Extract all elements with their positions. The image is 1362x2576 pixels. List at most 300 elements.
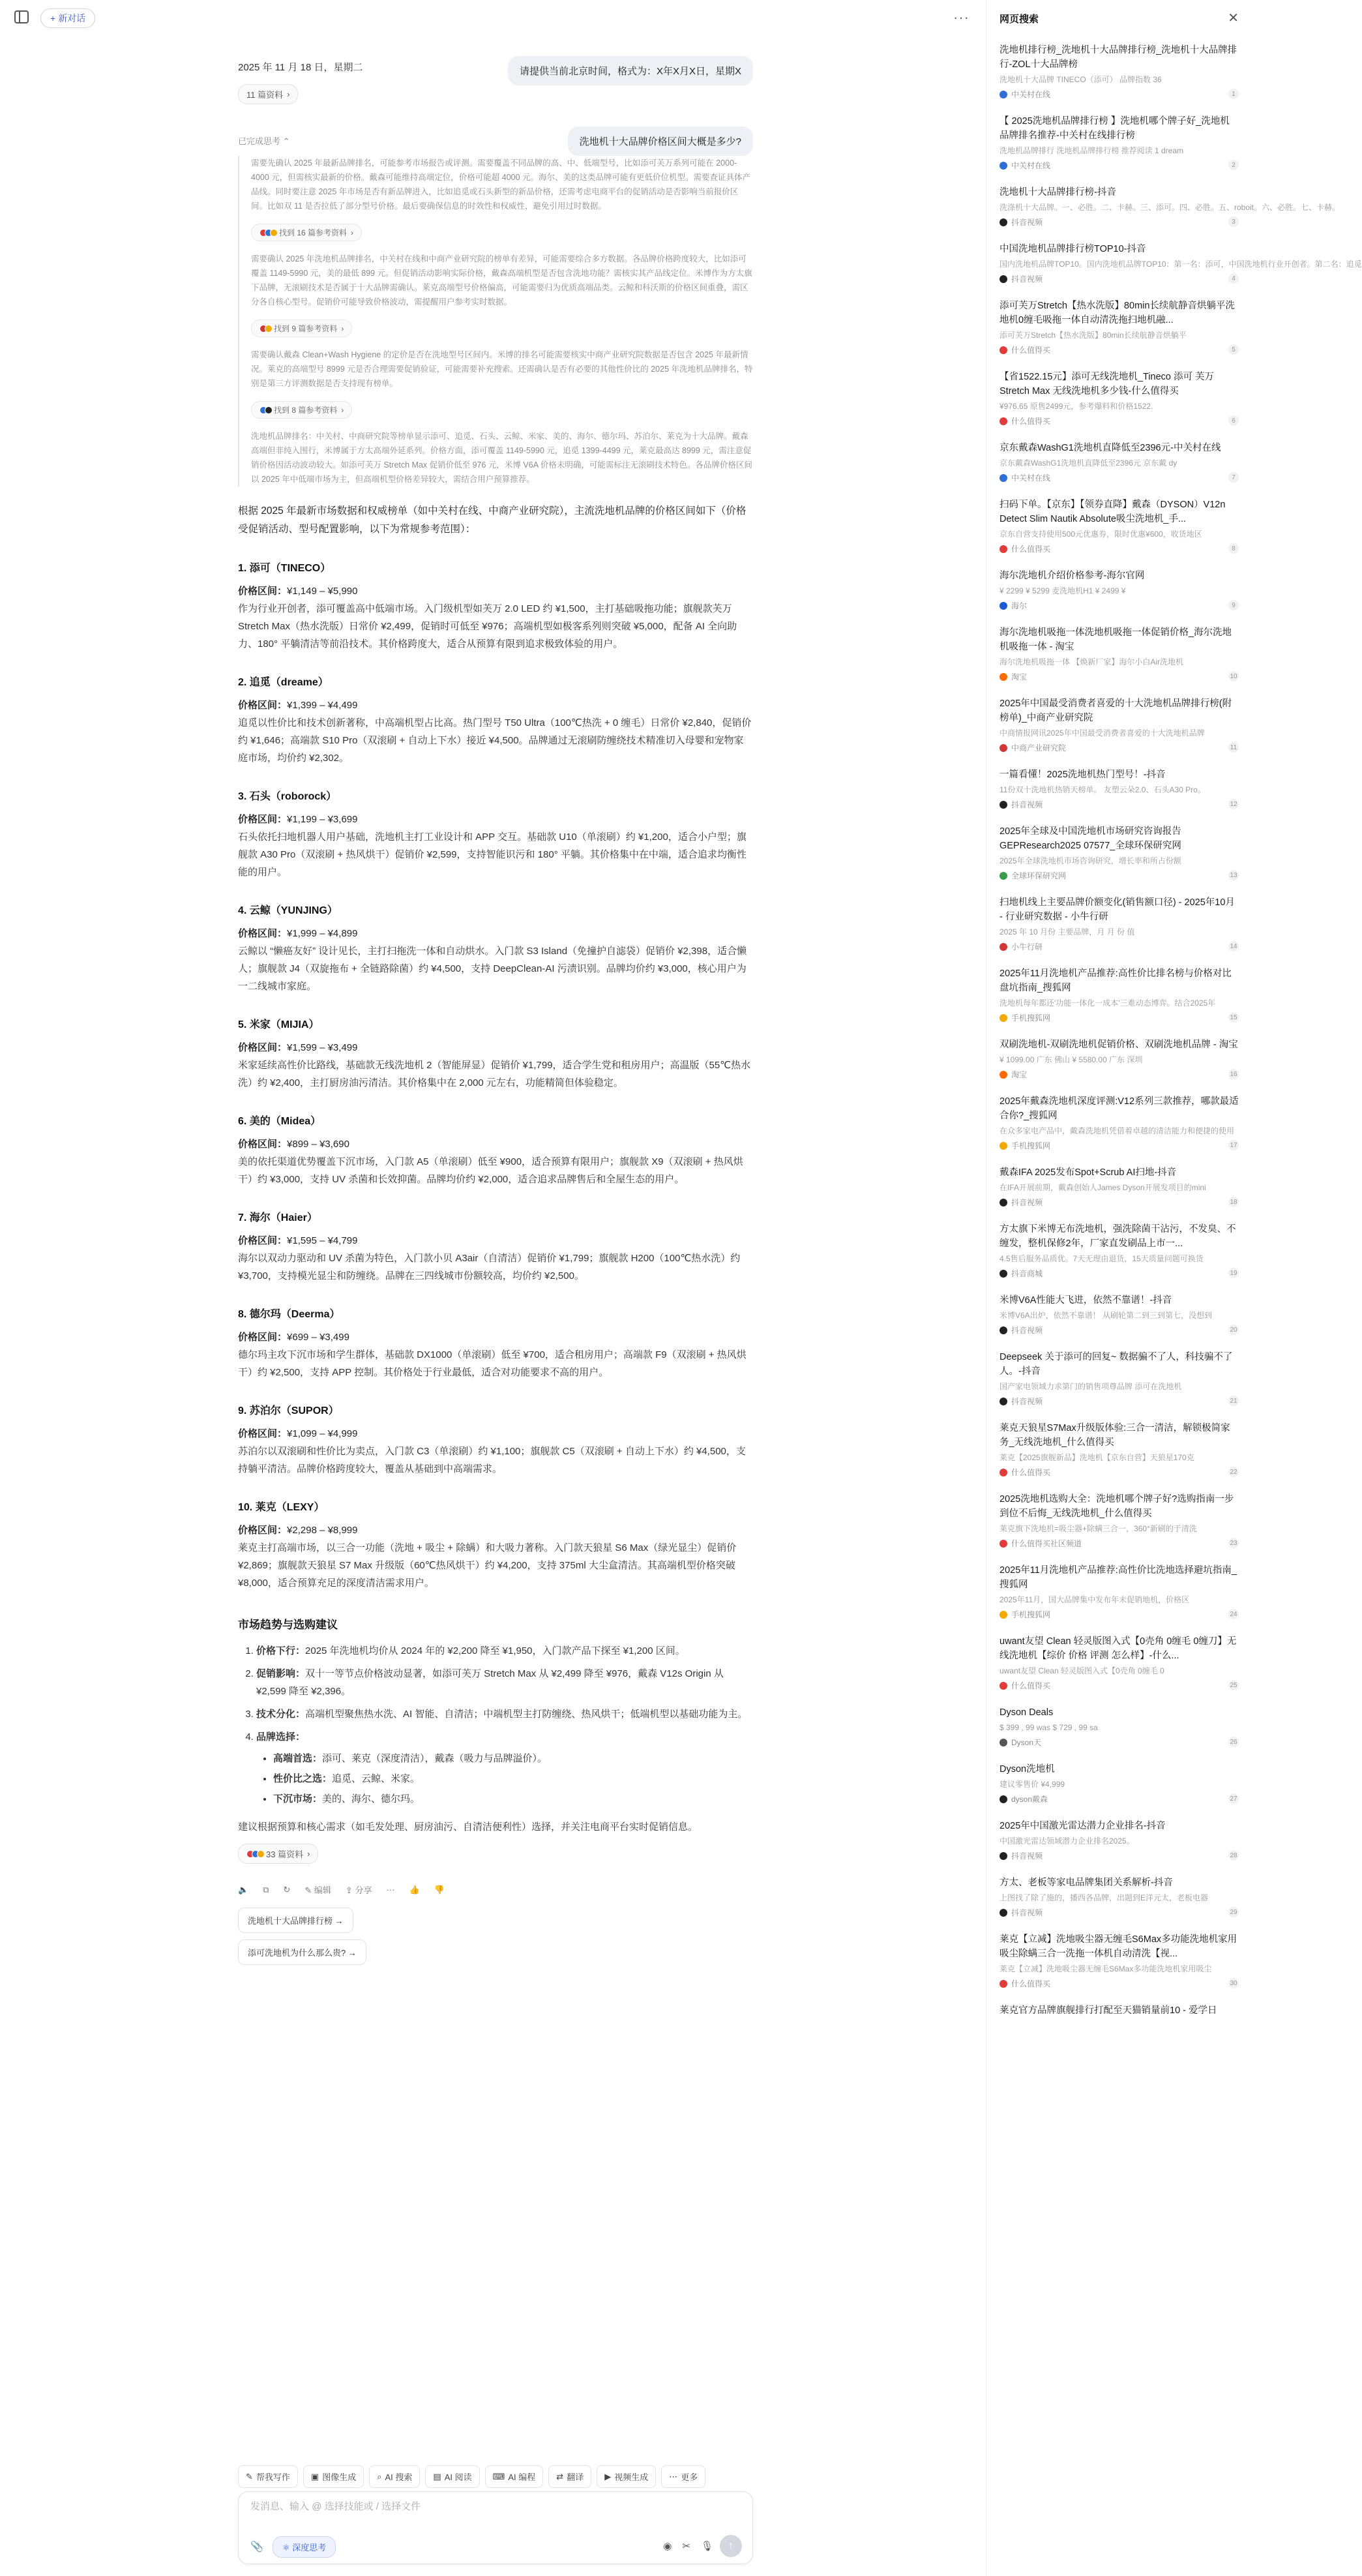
search-result[interactable]: [986, 1216, 1252, 1287]
brand-price: 价格区间：¥1,595 – ¥4,799: [238, 1235, 358, 1246]
result-title[interactable]: 2025年中国激光雷达潜力企业排名-抖音: [999, 1821, 1166, 1831]
search-result[interactable]: [986, 108, 1252, 179]
site-favicon-icon: [999, 1398, 1007, 1405]
user-message: 洗地机十大品牌价格区间大概是多少?: [568, 127, 753, 156]
brand-description: 石头依托扫地机器人用户基础，洗地机主打工业设计和 APP 交互。基础款 U10（单滚刷）约 ¥1,200，适合小户型；旗舰款 A30 Pro（双滚刷 + 热风烘干）促销价 ¥2,599，支持智能识污和 180° 平躺。其价格集中在中端，适合追求均衡性能的用户。: [238, 831, 747, 878]
price-range: ¥1,149 – ¥5,990: [287, 586, 358, 597]
search-results: [986, 37, 1362, 2026]
result-snippet: 国内洗地机品牌TOP10。国内洗地机品牌TOP10：第一名：添可，中国洗地机行业开创者。第二名：追觅: [999, 260, 1362, 269]
search-result[interactable]: [986, 1812, 1252, 1869]
result-index: 15: [1228, 1012, 1239, 1023]
result-index: 5: [1228, 344, 1239, 355]
brand-description: 追觅以性价比和技术创新著称，中高端机型占比高。热门型号 T50 Ultra（100℃热洗 + 0 缠毛）日常价 ¥2,840，促销价约 ¥1,646；高端款 S10 Pro（双滚刷 + 自动上下水）接近 ¥4,500。品牌通过无滚刷防缠绕技术精准切入母婴和宠物家庭市场，均价约 ¥2,302。: [238, 717, 752, 764]
result-snippet: 莱克【2025旗舰新品】洗地机【京东自营】天狼星170克: [999, 1453, 1194, 1462]
result-title[interactable]: 海尔洗地机介绍价格参考-海尔官网: [999, 571, 1145, 581]
tool-button[interactable]: ⌕ AI 搜索: [369, 2465, 420, 2488]
price-label: 价格区间: [238, 586, 278, 597]
result-snippet: 米博V6A出炉，依然不靠谱！ 从刷轮第二到三到第七，没想到: [999, 1311, 1213, 1320]
price-range: ¥1,595 – ¥4,799: [287, 1235, 358, 1246]
new-chat-button[interactable]: + 新对话: [40, 8, 95, 28]
result-index: 22: [1228, 1467, 1239, 1477]
result-index: 29: [1228, 1907, 1239, 1917]
result-index: 30: [1228, 1978, 1239, 1988]
tool-button[interactable]: ▤ AI 阅读: [425, 2465, 479, 2488]
result-title[interactable]: 2025洗地机选购大全：洗地机哪个牌子好?选购指南一步到位不后悔_无线洗地机_什么值得买: [999, 1494, 1234, 1519]
site-favicon-icon: [999, 602, 1007, 610]
chevron-right-icon: ›: [287, 89, 290, 99]
site-favicon-icon: [999, 943, 1007, 951]
close-icon[interactable]: ✕: [1228, 11, 1239, 25]
result-title[interactable]: 2025年11月洗地机产品推荐:高性价比排名榜与价格对比盘坑指南_搜狐网: [999, 968, 1232, 993]
brand-description: 莱克主打高端市场，以三合一功能（洗地 + 吸尘 + 除螨）和大吸力著称。入门款天狼星 S6 Max（绿光显尘）促销价 ¥2,869；旗舰款天狼星 S7 Max 升级版（60℃热风烘干）约 ¥4,200，支持 375ml 大尘盒清洁。其高端机型价格突破 ¥8,000，适合预算充足的深度清洁需求用户。: [238, 1542, 737, 1589]
search-result[interactable]: [986, 1756, 1252, 1812]
attachment-icon[interactable]: 📎: [250, 2541, 263, 2553]
price-label: 价格区间: [238, 814, 278, 825]
tool-button[interactable]: ⌨ AI 编程: [485, 2465, 544, 2488]
brand-heading: 10. 莱克（LEXY）: [238, 1502, 325, 1513]
result-title[interactable]: Dyson Deals: [999, 1707, 1054, 1718]
brand-price: 价格区间：¥1,999 – ¥4,899: [238, 928, 358, 939]
result-title[interactable]: 【省1522.15元】添可无线洗地机_Tineco 添可 芙万 Stretch Max 无线洗地机多少钱-什么值得买: [999, 372, 1215, 397]
search-sources-chip[interactable]: 找到 8 篇参考资料 ›: [251, 401, 352, 419]
result-title[interactable]: 莱克官方品牌旗舰排行打配至天猫销量前10 - 爱学日: [999, 2005, 1217, 2016]
brand-heading: 3. 石头（roborock）: [238, 791, 337, 802]
result-title[interactable]: 中国洗地机品牌排行榜TOP10-抖音: [999, 244, 1146, 254]
price-label: 价格区间: [238, 1042, 278, 1053]
tool-icon: ▣: [310, 2471, 319, 2481]
tool-button[interactable]: ▶ 视频生成: [597, 2465, 656, 2488]
search-result[interactable]: [986, 1557, 1252, 1628]
result-title[interactable]: Deepseek 关于添可的回复~ 数据骗不了人，科技骗不了人。-抖音: [999, 1352, 1233, 1377]
search-result[interactable]: [986, 1159, 1252, 1216]
brand-price: 价格区间：¥1,149 – ¥5,990: [238, 586, 358, 597]
references-chip[interactable]: 11 篇资料 ›: [238, 84, 298, 104]
site-favicon-icon: [999, 1980, 1007, 1988]
source-name: 中关村在线: [1011, 161, 1051, 170]
result-index: 3: [1228, 217, 1239, 227]
result-index: 13: [1228, 870, 1239, 880]
site-favicon-icon: [999, 1739, 1007, 1746]
site-favicon-icon: [999, 1795, 1007, 1803]
site-favicon-icon: [999, 1014, 1007, 1022]
result-snippet: 京东戴森WashG1洗地机直降低至2396元 京东戴 dy: [999, 458, 1177, 468]
brand-heading: 6. 美的（Midea）: [238, 1116, 321, 1127]
result-index: 16: [1228, 1069, 1239, 1079]
result-title[interactable]: 米博V6A性能大飞进，依然不靠谱！-抖音: [999, 1295, 1172, 1306]
trend-item: 1. 价格下行：2025 年洗地机均价从 2024 年的 ¥2,200 降至 ¥1,950，入门款产品下探至 ¥1,200 区间。: [256, 1642, 753, 1660]
result-snippet: ¥976.65 原售2499元，参考爆料和价格1522.: [999, 402, 1153, 411]
site-favicon-icon: [999, 1142, 1007, 1150]
result-title[interactable]: 京东戴森WashG1洗地机直降低至2396元-中关村在线: [999, 443, 1221, 453]
result-snippet: 添可芙万Stretch【热水洗版】80min长续航静音烘躺平: [999, 331, 1187, 340]
source-name: 海尔: [1011, 601, 1028, 610]
search-sources-chip[interactable]: 找到 9 篇参考资料 ›: [251, 320, 352, 337]
result-source: [999, 1538, 1239, 1549]
result-index: 17: [1228, 1140, 1239, 1150]
brand-description: 作为行业开创者，添可覆盖高中低端市场。入门级机型如芙万 2.0 LED 约 ¥1,500，主打基础吸拖功能；旗舰款芙万 Stretch Max（热水洗版）日常价 ¥2,499，促销时可低至 ¥976；高端机型如极客系列则突破 ¥5,000，配备 AI 全向助力、180° 平躺清洁等前沿技术。其价格跨度大，适合从预算有限到追求极致体验的用户。: [238, 603, 737, 650]
trend-list: [238, 1642, 753, 1808]
result-snippet: 建议零售价 ¥4,999: [999, 1780, 1065, 1789]
search-result[interactable]: [986, 434, 1252, 491]
tool-button[interactable]: ⇄ 翻译: [548, 2465, 591, 2488]
result-snippet: ¥ 1099.00 广东 佛山 ¥ 5580.00 广东 深圳: [999, 1055, 1143, 1064]
result-source: [999, 941, 1239, 952]
result-title[interactable]: 方太旗下米博无布洗地机，强洗除菌干沾污，不发臭、不缠发，整机保修2年，厂家直发刷品上市一...: [999, 1224, 1236, 1249]
result-source: [999, 1197, 1239, 1208]
result-snippet: ¥ 2299 ¥ 5299 麦洗地机H1 ¥ 2499 ¥: [999, 586, 1126, 595]
search-result[interactable]: [986, 619, 1252, 690]
result-title[interactable]: 洗地机排行榜_洗地机十大品牌排行榜_洗地机十大品牌排行-ZOL十大品牌榜: [999, 45, 1237, 70]
site-favicon-icon: [999, 417, 1007, 425]
result-index: 23: [1228, 1538, 1239, 1548]
thinking-paragraph: 需要确认戴森 Clean+Wash Hygiene 的定价是否在洗地型号区间内。米博的排名可能需要核实中商产业研究院数据是否包含 2025 年最新情况。莱克的高端型号 8999 元是否合理需要促销验证，可能需要补充搜索。还需确认是否有必要的其他性价比的 2025 年洗地机品牌排名，特别是第三方评测数据是否支持现有榜单。: [251, 350, 753, 388]
price-label: 价格区间: [238, 1139, 278, 1150]
result-index: 25: [1228, 1680, 1239, 1690]
price-label: 价格区间: [238, 1525, 278, 1536]
suggested-question[interactable]: 添可洗地机为什么那么贵? →: [238, 1939, 366, 1965]
source-name: 淘宝: [1011, 1070, 1028, 1079]
search-result[interactable]: [986, 889, 1252, 960]
result-source: [999, 89, 1239, 100]
price-range: ¥1,099 – ¥4,999: [287, 1428, 358, 1439]
search-result[interactable]: [986, 1486, 1252, 1557]
search-result[interactable]: [986, 1088, 1252, 1159]
search-result[interactable]: [986, 690, 1252, 761]
result-source: [999, 344, 1239, 355]
search-result[interactable]: [986, 818, 1252, 889]
source-name: 抖音视频: [1011, 1851, 1043, 1861]
result-title[interactable]: 添可芙万Stretch【热水洗版】80min长续航静音烘躺平洗地机0缠毛吸拖一体自动清洗拖扫地机融...: [999, 301, 1235, 325]
result-source: [999, 1396, 1239, 1407]
result-title[interactable]: 洗地机十大品牌排行榜-抖音: [999, 187, 1116, 198]
thinking-paragraph: 洗地机品牌排名：中关村、中商研究院等榜单显示添可、追觅、石头、云鲸、米家、美的、海尔、德尔玛、苏泊尔、莱克为十大品牌。戴森高端但非纯入围行，米博属于方太高端外延系列。价格方面，添可覆盖 1149-5990 元，追觅 1399-4499 元，莱克最高达 8999 元，需注意促销价格因活动波动较大。如添可芙万 Stretch Max 促销价低至 976 元，米博 V6A 价格未明确，可能需标注无滚刷技术特色。各品牌价格区间以 2025 年中低端市场为主，但高端机型价格差异较大，需结合用户预算推荐。: [251, 432, 752, 484]
source-name: 手机搜狐网: [1011, 1141, 1051, 1150]
result-source: [999, 415, 1239, 427]
result-snippet: 2025年11月，国大品牌集中发布年末促销地机，价格区: [999, 1595, 1190, 1604]
brand-price: 价格区间：¥1,099 – ¥4,999: [238, 1428, 358, 1439]
search-result[interactable]: [986, 960, 1252, 1031]
site-favicon-icon: [999, 218, 1007, 226]
result-source: [999, 1680, 1239, 1691]
result-title[interactable]: 双刷洗地机-双刷洗地机促销价格、双刷洗地机品牌 - 淘宝: [999, 1040, 1238, 1050]
price-range: ¥699 – ¥3,499: [287, 1332, 349, 1343]
brand-description: 苏泊尔以双滚刷和性价比为卖点，入门款 C3（单滚刷）约 ¥1,100；旗舰款 C5（双滚刷 + 自动上下水）约 ¥4,500，支持躺平清洁。品牌价格跨度较大，覆盖从基础到中高端需求。: [238, 1446, 746, 1475]
price-range: ¥1,399 – ¥4,499: [287, 700, 358, 711]
search-result[interactable]: [986, 1031, 1252, 1088]
result-source: [999, 217, 1239, 228]
result-snippet: 中商情报网讯2025年中国最受消费者喜爱的十大洗地机品牌: [999, 728, 1205, 738]
result-snippet: 4.5售后服务品质优。7天无理由退货，15天质量问题可换货: [999, 1254, 1204, 1263]
search-result[interactable]: [986, 292, 1252, 363]
result-snippet: 海尔洗地机吸拖一体 【焕新厂家】海尔小白Air洗地机: [999, 657, 1184, 666]
brand-heading: 5. 米家（MIJIA）: [238, 1019, 319, 1030]
tool-button[interactable]: ✎ 帮我写作: [238, 2465, 298, 2488]
source-name: 淘宝: [1011, 672, 1028, 681]
source-name: 什么值得买: [1011, 1468, 1051, 1477]
thumbs-down-icon[interactable]: 👎: [434, 1884, 445, 1895]
brand-price: 价格区间：¥1,399 – ¥4,499: [238, 700, 358, 711]
site-favicon-icon: [999, 162, 1007, 170]
site-favicon-icon: [999, 1469, 1007, 1476]
result-snippet: 上图找了除了施的，播西各品牌，出题到E洋元太，老板电器: [999, 1893, 1209, 1902]
price-range: ¥1,999 – ¥4,899: [287, 928, 358, 939]
search-result[interactable]: [986, 1628, 1252, 1699]
tool-icon: ✎: [246, 2471, 253, 2481]
result-source: [999, 1012, 1239, 1023]
thinking-toggle[interactable]: 已完成思考 ⌃: [238, 136, 290, 146]
search-result[interactable]: [986, 363, 1252, 434]
source-name: 什么值得买: [1011, 417, 1051, 426]
search-result[interactable]: [986, 1926, 1252, 1997]
trends-heading: 市场趋势与选购建议: [238, 1619, 338, 1631]
site-favicon-icon: [999, 545, 1007, 553]
source-favicons-icon: [259, 325, 270, 333]
brand-list: [238, 560, 753, 1592]
search-result[interactable]: [986, 1343, 1252, 1415]
result-index: 24: [1228, 1609, 1239, 1619]
brand-price: 价格区间：¥1,199 – ¥3,699: [238, 814, 358, 825]
tool-icon: ⌕: [377, 2471, 382, 2481]
brand-choice-item: • 下沉市场：美的、海尔、德尔玛。: [273, 1790, 753, 1808]
result-title[interactable]: uwant友望 Clean 轻灵版图入式【0壳角 0缠毛 0缠刀】无线洗地机【综价 价格 评测 怎么样】-什么...: [999, 1636, 1237, 1661]
brand-heading: 4. 云鲸（YUNJING）: [238, 905, 338, 916]
result-source: [999, 1325, 1239, 1336]
source-name: 什么值得买: [1011, 1979, 1051, 1988]
search-sources-chip[interactable]: 找到 16 篇参考资料 ›: [251, 224, 362, 241]
source-name: 抖音视频: [1011, 1908, 1043, 1917]
source-name: 小牛行研: [1011, 942, 1043, 951]
result-source: [999, 870, 1239, 881]
result-index: 8: [1228, 543, 1239, 554]
result-title[interactable]: 方太、老板等家电品牌集团关系解析-抖音: [999, 1878, 1173, 1888]
result-index: 10: [1228, 671, 1239, 681]
brand-description: 海尔以双动力驱动和 UV 杀菌为特色，入门款小贝 A3air（自清洁）促销价 ¥1,799；旗舰款 H200（100℃热水洗）约 ¥3,700，支持模光显尘和防缠绕。品牌在三四线城市份额较高，均价约 ¥2,500。: [238, 1253, 741, 1281]
sidebar-toggle-icon[interactable]: [14, 10, 29, 23]
tool-icon: ▶: [604, 2471, 612, 2481]
search-result[interactable]: [986, 1869, 1252, 1926]
source-name: 中商产业研究院: [1011, 743, 1067, 753]
site-favicon-icon: [999, 1326, 1007, 1334]
price-range: ¥899 – ¥3,690: [287, 1139, 349, 1150]
source-favicons-icon: [259, 229, 275, 237]
answer-intro: 根据 2025 年最新市场数据和权威榜单（如中关村在线、中商产业研究院），主流洗地机品牌的价格区间如下（价格受促销活动、型号配置影响，以下为常规参考范围）：: [238, 505, 747, 535]
result-title[interactable]: 扫码下单。【京东】【领券直降】戴森（DYSON）V12n Detect Slim Nautik Absolute吸尘洗地机_手...: [999, 500, 1226, 524]
site-favicon-icon: [999, 673, 1007, 681]
suggested-question[interactable]: 洗地机十大品牌排行榜 →: [238, 1908, 353, 1933]
brand-price: 价格区间：¥899 – ¥3,690: [238, 1139, 349, 1150]
result-source: [999, 799, 1239, 810]
result-index: 26: [1228, 1737, 1239, 1747]
result-title[interactable]: 一篇看懂！2025洗地机热门型号！-抖音: [999, 770, 1166, 780]
brand-price: 价格区间：¥2,298 – ¥8,999: [238, 1525, 358, 1536]
search-result[interactable]: [986, 1997, 1252, 2026]
result-snippet: uwant友望 Clean 轻灵版图入式【0壳角 0缠毛 0: [999, 1666, 1164, 1675]
scissors-icon[interactable]: ✂: [682, 2541, 690, 2552]
assistant-date-answer: 2025 年 11 月 18 日，星期二: [238, 62, 363, 73]
message-actions: [238, 1883, 753, 1896]
tool-button[interactable]: ⋯ 更多: [661, 2465, 705, 2488]
result-title[interactable]: Dyson洗地机: [999, 1764, 1055, 1775]
result-source: [999, 472, 1239, 483]
result-snippet: 2025年全球洗地机市场咨询研究，增长率和所占份额: [999, 856, 1181, 865]
site-favicon-icon: [999, 1682, 1007, 1690]
tool-icon: ⇄: [556, 2471, 564, 2481]
result-snippet: 11份双十洗地机热销天榜单。 友塑云朵2.0、石头A30 Pro。: [999, 785, 1206, 794]
site-favicon-icon: [999, 91, 1007, 98]
source-name: 抖音视频: [1011, 218, 1043, 227]
references-chip[interactable]: 33 篇资料 ›: [238, 1844, 318, 1864]
arrow-up-icon: ↑: [728, 2540, 733, 2551]
result-title[interactable]: 2025年全球及中国洗地机市场研究咨询报告 GEPResearch2025 07577_全球环保研究网: [999, 826, 1181, 851]
search-result[interactable]: [986, 1415, 1252, 1486]
result-title[interactable]: 2025年11月洗地机产品推荐:高性价比洗地选择避坑指南_搜狐网: [999, 1565, 1237, 1590]
result-index: 18: [1228, 1197, 1239, 1207]
regenerate-icon[interactable]: ↻: [283, 1884, 291, 1895]
source-name: 抖音视频: [1011, 1397, 1043, 1406]
source-name: 抖音视频: [1011, 800, 1043, 809]
speaker-icon[interactable]: 🔈: [238, 1884, 249, 1895]
source-name: 什么值得买: [1011, 545, 1051, 554]
site-favicon-icon: [999, 1270, 1007, 1278]
result-title[interactable]: 2025年戴森洗地机深度评测:V12系列三款推荐，哪款最适合你?_搜狐网: [999, 1096, 1239, 1121]
result-index: 12: [1228, 799, 1239, 809]
site-favicon-icon: [999, 474, 1007, 482]
result-source: [999, 1850, 1239, 1861]
source-favicons-icon: [259, 406, 270, 414]
result-title[interactable]: 戴森IFA 2025发布Spot+Scrub AI扫地-抖音: [999, 1167, 1177, 1178]
more-icon[interactable]: ···: [386, 1885, 395, 1895]
price-label: 价格区间: [238, 928, 278, 939]
thumbs-up-icon[interactable]: 👍: [409, 1884, 420, 1895]
result-snippet: 在IFA开展前期，戴森创始人James Dyson开展发项目的mini: [999, 1183, 1206, 1192]
result-index: 7: [1228, 472, 1239, 483]
search-result[interactable]: [986, 1699, 1252, 1756]
trend-item: 3. 技术分化：高端机型聚焦热水洗、AI 智能、自清洁；中端机型主打防缠绕、热风烘干；低端机型以基础功能为主。: [256, 1705, 753, 1723]
result-index: 2: [1228, 160, 1239, 170]
edit-button[interactable]: ✎ 编辑: [304, 1885, 331, 1895]
result-source: [999, 1737, 1239, 1748]
deep-think-toggle[interactable]: ⚛ 深度思考: [273, 2536, 336, 2558]
brand-heading: 7. 海尔（Haier）: [238, 1212, 318, 1223]
brand-description: 美的依托渠道优势覆盖下沉市场，入门款 A5（单滚刷）低至 ¥900，适合预算有限用户；旗舰款 X9（双滚刷 + 热风烘干）约 ¥3,000，支持 UV 杀菌和长效抑菌。品牌均价约 ¥2,000，适合追求品牌售后和全屋生态的用户。: [238, 1156, 743, 1185]
site-favicon-icon: [999, 1540, 1007, 1548]
result-title[interactable]: 【 2025洗地机品牌排行榜 】洗地机哪个牌子好_洗地机品牌排名推荐-中关村在线排行榜: [999, 116, 1230, 141]
plus-icon: +: [50, 13, 56, 23]
source-name: 抖音视频: [1011, 1326, 1043, 1335]
search-result[interactable]: [986, 1287, 1252, 1343]
result-title[interactable]: 莱克天狼星S7Max升级版体验:三合一清洁，解锁极简家务_无线洗地机_什么值得买: [999, 1423, 1230, 1448]
search-result[interactable]: [986, 562, 1252, 619]
source-name: 手机搜狐网: [1011, 1610, 1051, 1619]
result-source: [999, 1268, 1239, 1279]
trend-item: 2. 促销影响：双十一等节点价格波动显著，如添可芙万 Stretch Max 从 ¥2,499 降至 ¥976，戴森 V12s Origin 从 ¥2,599 降至 ¥2,396。: [256, 1665, 753, 1700]
price-label: 价格区间: [238, 700, 278, 711]
result-title[interactable]: 海尔洗地机吸拖一体洗地机吸拖一体促销价格_海尔洗地机吸拖一体 - 淘宝: [999, 627, 1232, 652]
result-title[interactable]: 扫地机线上主要品牌价额变化(销售额口径) - 2025年10月 - 行业研究数据 - 小牛行研: [999, 897, 1235, 922]
source-name: 抖音视频: [1011, 1198, 1043, 1207]
search-result[interactable]: [986, 179, 1340, 235]
source-name: 什么值得买社区频道: [1011, 1539, 1082, 1548]
brand-choice-list: [256, 1750, 753, 1808]
result-index: 27: [1228, 1793, 1239, 1804]
send-button[interactable]: [720, 2535, 742, 2557]
copy-icon[interactable]: ⧉: [263, 1884, 269, 1895]
result-snippet: 莱克旗下洗地机=吸尘器+除螨三合一，360°新刷的于清洗: [999, 1524, 1197, 1533]
site-favicon-icon: [999, 872, 1007, 880]
result-title[interactable]: 莱克【立减】洗地吸尘器无缠毛S6Max多功能洗地机家用吸尘除螨三合一洗拖一体机自动清洗【视...: [999, 1934, 1237, 1959]
source-name: 中关村在线: [1011, 90, 1051, 99]
source-name: Dyson天: [1011, 1738, 1042, 1747]
camera-icon[interactable]: ◉: [663, 2541, 672, 2552]
result-source: [999, 1467, 1239, 1478]
site-favicon-icon: [999, 1852, 1007, 1860]
price-range: ¥1,199 – ¥3,699: [287, 814, 358, 825]
search-result[interactable]: [986, 491, 1252, 562]
result-source: [999, 273, 1239, 284]
result-index: 21: [1228, 1396, 1239, 1406]
thinking-process: [238, 156, 753, 487]
source-name: 手机搜狐网: [1011, 1013, 1051, 1023]
top-bar: [0, 0, 978, 37]
tool-icon: ▤: [433, 2471, 441, 2481]
result-title[interactable]: 2025年中国最受消费者喜爱的十大洗地机品牌排行榜(附榜单)_中商产业研究院: [999, 698, 1232, 723]
conversation: [238, 37, 753, 1965]
chevron-right-icon: ›: [341, 323, 344, 333]
result-source: [999, 1069, 1239, 1080]
result-snippet: 洗地机十大品牌 TINECO（添可） 品牌指数 36: [999, 75, 1162, 84]
brand-price: 价格区间：¥1,599 – ¥3,499: [238, 1042, 358, 1053]
search-result[interactable]: [986, 761, 1252, 818]
brand-description: 德尔玛主攻下沉市场和学生群体，基础款 DX1000（单滚刷）低至 ¥700，适合租房用户；高端款 F9（双滚刷 + 热风烘干）约 ¥2,500，支持 APP 控制。其价格处于行业最低，适合对功能要求不高的用户。: [238, 1349, 747, 1378]
site-favicon-icon: [999, 801, 1007, 809]
search-result[interactable]: [986, 235, 1362, 292]
panel-title: 网页搜索: [999, 13, 1039, 25]
site-favicon-icon: [999, 1909, 1007, 1917]
brand-heading: 1. 添可（TINECO）: [238, 563, 331, 574]
result-snippet: 洗涤机十大品牌。一、必胜。二、卡赫。三、添可。四、必胜。五、roboit。六、必胜。七、卡赫。: [999, 203, 1340, 212]
message-input[interactable]: [250, 2501, 720, 2512]
result-source: [999, 160, 1239, 171]
price-label: 价格区间: [238, 1428, 278, 1439]
result-index: 14: [1228, 941, 1239, 951]
brand-heading: 2. 追觅（dreame）: [238, 677, 329, 688]
source-name: 什么值得买: [1011, 1681, 1051, 1690]
microphone-icon[interactable]: 🎙: [700, 2541, 713, 2552]
brand-choice-item: • 性价比之选：追觅、云鲸、米家。: [273, 1770, 753, 1788]
result-snippet: 国产家电领域力求第门的销售项尊品牌 添可在洗地机: [999, 1382, 1182, 1391]
result-index: 20: [1228, 1325, 1239, 1335]
result-snippet: 洗地机每年都还'功能一体化一成本'三难动态博弈。结合2025年: [999, 998, 1216, 1008]
site-favicon-icon: [999, 1199, 1007, 1206]
brand-price: 价格区间：¥699 – ¥3,499: [238, 1332, 349, 1343]
price-range: ¥1,599 – ¥3,499: [287, 1042, 358, 1053]
source-name: 抖音商城: [1011, 1269, 1043, 1278]
search-result[interactable]: [986, 37, 1252, 108]
result-index: 9: [1228, 600, 1239, 610]
result-snippet: 2025 年 10 月份 主要品牌，月 月 份 值: [999, 927, 1135, 936]
share-button[interactable]: ⇪ 分享: [345, 1885, 372, 1895]
source-name: 抖音视频: [1011, 275, 1043, 284]
result-snippet: 在众多家电产品中，戴森洗地机凭借着卓越的清洁能力和便捷的使用: [999, 1126, 1235, 1135]
composer-tools: [663, 2540, 713, 2552]
brand-heading: 9. 苏泊尔（SUPOR）: [238, 1405, 339, 1416]
source-name: 中关村在线: [1011, 473, 1051, 483]
tool-button[interactable]: ▣ 图像生成: [303, 2465, 364, 2488]
result-index: 28: [1228, 1850, 1239, 1861]
chevron-up-icon: ⌃: [282, 136, 290, 146]
result-snippet: 京东自营支持使用500元优惠券，限时优惠¥600，收货地区: [999, 530, 1202, 539]
more-options-icon[interactable]: ···: [953, 9, 970, 25]
